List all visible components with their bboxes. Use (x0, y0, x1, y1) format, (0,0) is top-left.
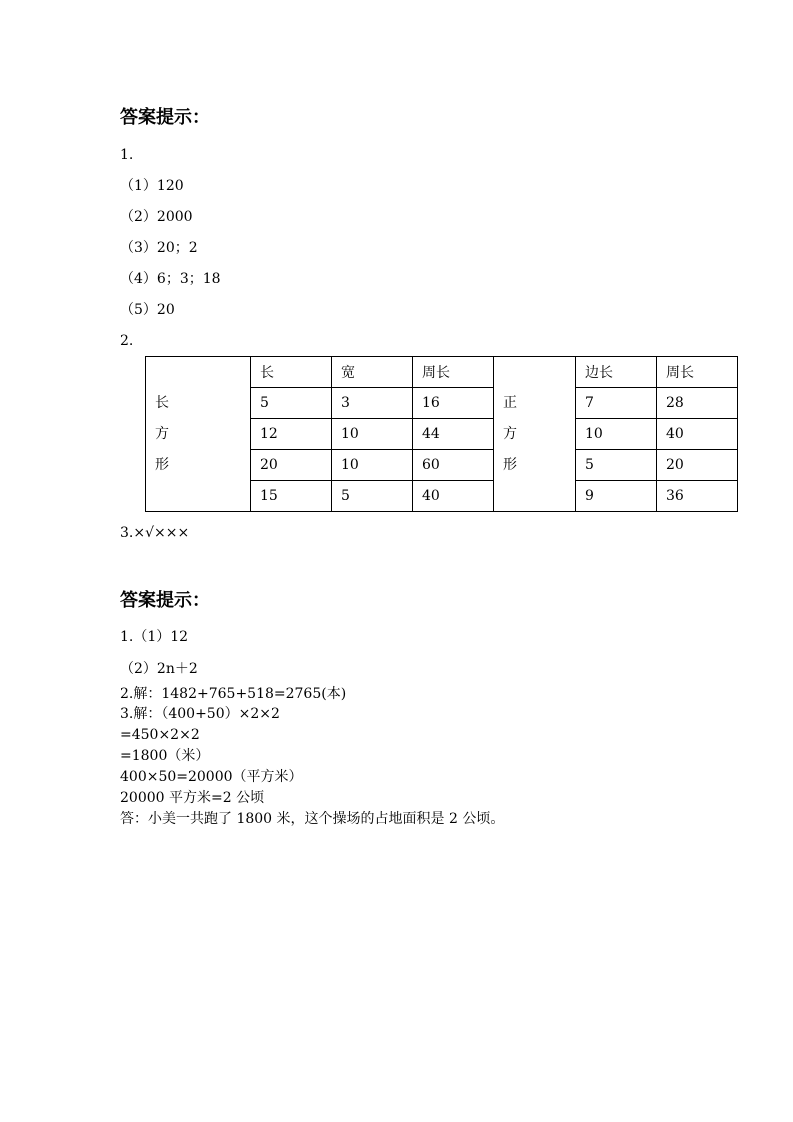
rect-header-width: 宽 (332, 357, 413, 388)
table-cell: 16 (413, 388, 494, 419)
table-cell: 44 (413, 419, 494, 450)
rect-header-perimeter: 周长 (413, 357, 494, 388)
answer-line: 400×50=20000（平方米） (120, 769, 303, 785)
answer-line: 20000 平方米=2 公顷 (120, 790, 265, 806)
table-cell: 28 (657, 388, 738, 419)
table-cell: 40 (413, 481, 494, 512)
table-cell: 5 (251, 388, 332, 419)
table-cell: 36 (657, 481, 738, 512)
table-cell: 20 (251, 450, 332, 481)
table-cell: 12 (251, 419, 332, 450)
q1-item-4: （4）6；3；18 (120, 271, 221, 287)
table-cell: 3 (332, 388, 413, 419)
q1-item-2: （2）2000 (120, 209, 193, 225)
section1-heading: 答案提示： (120, 107, 210, 128)
square-header-perimeter: 周长 (657, 357, 738, 388)
rect-header-length: 长 (251, 357, 332, 388)
q1-item-3: （3）20；2 (120, 240, 198, 256)
table-cell: 10 (332, 450, 413, 481)
answer-line: 2.解：1482+765+518=2765(本) (120, 686, 347, 702)
table-cell: 10 (576, 419, 657, 450)
table-cell: 60 (413, 450, 494, 481)
table-cell: 5 (332, 481, 413, 512)
table-cell: 40 (657, 419, 738, 450)
square-header-side: 边长 (576, 357, 657, 388)
table-cell: 15 (251, 481, 332, 512)
rectangle-label: 长 方 形 (146, 357, 251, 512)
table-cell: 10 (332, 419, 413, 450)
table-cell: 7 (576, 388, 657, 419)
answer-line: （2）2n＋2 (120, 661, 198, 677)
q1-item-1: （1）120 (120, 178, 184, 194)
answer-line: 答：小美一共跑了 1800 米，这个操场的占地面积是 2 公顷。 (120, 811, 505, 827)
q1-item-5: （5）20 (120, 302, 175, 318)
answer-line: =1800（米） (120, 748, 210, 764)
section2-heading: 答案提示： (120, 590, 210, 611)
answer-line: 3.解：（400+50）×2×2 (120, 706, 280, 722)
q2-label: 2. (120, 333, 134, 349)
q1-label: 1. (120, 147, 134, 163)
answer-line: =450×2×2 (120, 727, 200, 743)
table-cell: 5 (576, 450, 657, 481)
table-row (146, 357, 738, 388)
q3-line: 3.×√××× (120, 525, 190, 541)
answer-line: 1.（1）12 (120, 629, 189, 645)
square-label: 正 方 形 (494, 357, 576, 512)
shape-table (145, 356, 738, 512)
table-cell: 9 (576, 481, 657, 512)
table-cell: 20 (657, 450, 738, 481)
